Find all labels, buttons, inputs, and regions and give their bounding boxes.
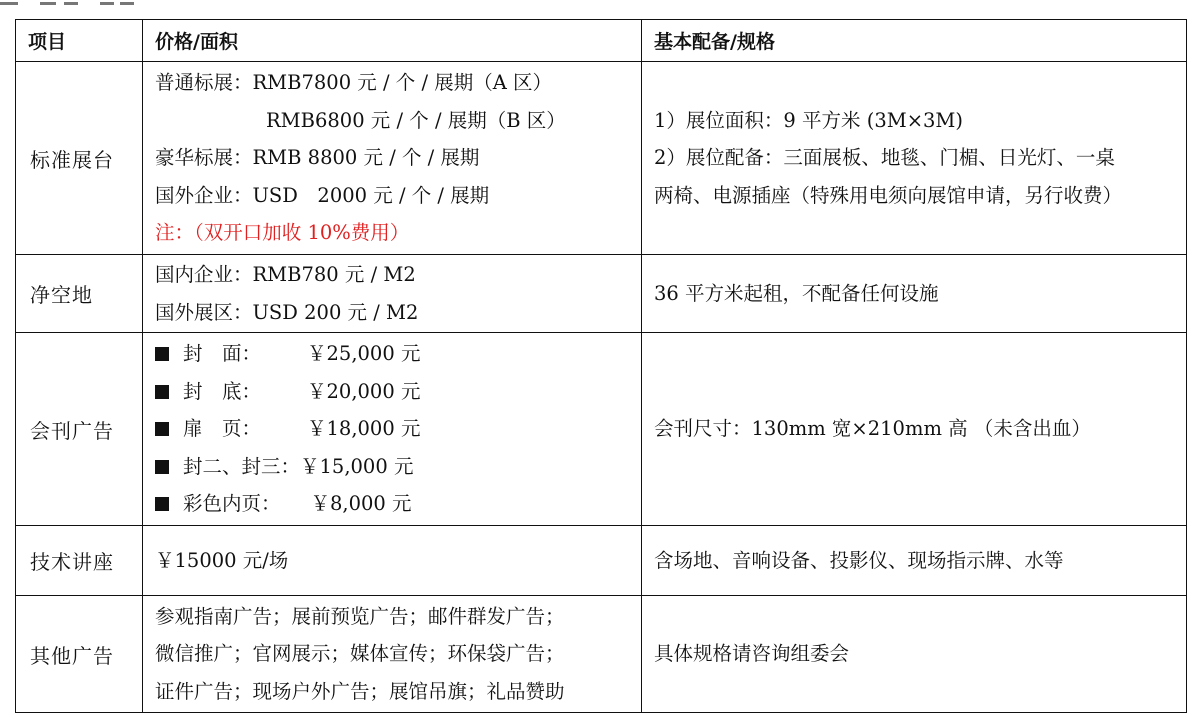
table-row-seminar — [16, 526, 1187, 596]
spec-line: 会刊尺寸：130mm 宽×210mm 高 （未含出血） — [654, 417, 1091, 441]
ad-label: 封 底： — [183, 379, 262, 403]
row-name: 标准展台 — [16, 62, 143, 255]
remnant-mark — [0, 2, 18, 5]
square-bullet-icon — [155, 460, 169, 474]
note-line: 注：（双开口加收 10%费用） — [155, 221, 410, 245]
price-line: ￥15000 元/场 — [155, 548, 289, 572]
remnant-mark — [40, 2, 56, 5]
ad-label: 扉 页： — [183, 417, 262, 441]
table-row-standard-booth — [16, 62, 1187, 255]
spec-line: 两椅、电源插座（特殊用电须向展馆申请，另行收费） — [654, 183, 1123, 207]
row-name: 净空地 — [16, 255, 143, 333]
spec-cell — [642, 596, 1187, 713]
remnant-mark — [64, 2, 78, 5]
price-line: 国内企业：RMB780 元 / M2 — [155, 263, 416, 286]
ad-item — [155, 410, 641, 448]
ad-item — [155, 485, 641, 523]
row-name: 其他广告 — [16, 596, 143, 713]
row-name: 技术讲座 — [16, 526, 143, 596]
price-line: 参观指南广告；展前预览广告；邮件群发广告； — [155, 604, 565, 628]
price-cell — [143, 62, 642, 255]
price-line: 微信推广；官网展示；媒体宣传；环保袋广告； — [155, 642, 565, 666]
table-header-row — [16, 20, 1187, 62]
price-cell — [143, 596, 642, 713]
spec-cell — [642, 255, 1187, 333]
table-row-journal-ads — [16, 333, 1187, 526]
price-line: RMB6800 元 / 个 / 展期（B 区） — [266, 108, 566, 132]
price-line: 普通标展：RMB7800 元 / 个 / 展期（A 区） — [155, 71, 553, 95]
ad-label: 封二、封三： — [183, 454, 301, 478]
ad-price: ￥18,000 元 — [307, 417, 421, 441]
price-cell — [143, 333, 642, 526]
price-line: 国外展区：USD 200 元 / M2 — [155, 300, 419, 324]
remnant-mark — [100, 2, 114, 5]
spec-cell — [642, 526, 1187, 596]
price-line: 国外企业：USD 2000 元 / 个 / 展期 — [155, 183, 490, 207]
square-bullet-icon — [155, 497, 169, 511]
price-line: 豪华标展：RMB 8800 元 / 个 / 展期 — [155, 146, 480, 170]
ad-price: ￥25,000 元 — [307, 342, 421, 366]
square-bullet-icon — [155, 422, 169, 436]
square-bullet-icon — [155, 385, 169, 399]
ad-item — [155, 448, 641, 486]
header-item: 项目 — [16, 20, 143, 62]
spec-line: 2）展位配备：三面展板、地毯、门楣、日光灯、一桌 — [654, 146, 1115, 170]
ad-label: 彩色内页： — [183, 492, 281, 516]
spec-line: 含场地、音响设备、投影仪、现场指示牌、水等 — [654, 548, 1064, 572]
remnant-mark — [120, 2, 134, 5]
header-price-area: 价格/面积 — [143, 20, 642, 62]
spec-line: 36 平方米起租，不配备任何设施 — [654, 281, 939, 305]
spec-cell — [642, 62, 1187, 255]
ad-item — [155, 373, 641, 411]
ad-price: ￥8,000 元 — [310, 492, 412, 516]
table-row-raw-space — [16, 255, 1187, 333]
pricing-table — [15, 19, 1187, 713]
ad-item — [155, 335, 641, 373]
ad-price: ￥15,000 元 — [300, 454, 414, 478]
price-cell — [143, 255, 642, 333]
ad-label: 封 面： — [183, 342, 262, 366]
spec-line: 具体规格请咨询组委会 — [654, 642, 850, 666]
price-line: 证件广告；现场户外广告；展馆吊旗；礼品赞助 — [155, 679, 565, 703]
row-name: 会刊广告 — [16, 333, 143, 526]
header-spec: 基本配备/规格 — [642, 20, 1187, 62]
spec-line: 1）展位面积：9 平方米 (3M×3M) — [654, 108, 964, 132]
square-bullet-icon — [155, 347, 169, 361]
spec-cell — [642, 333, 1187, 526]
ad-price: ￥20,000 元 — [307, 379, 421, 403]
table-row-other-ads — [16, 596, 1187, 713]
cropped-heading-remnant — [0, 0, 140, 10]
price-cell — [143, 526, 642, 596]
